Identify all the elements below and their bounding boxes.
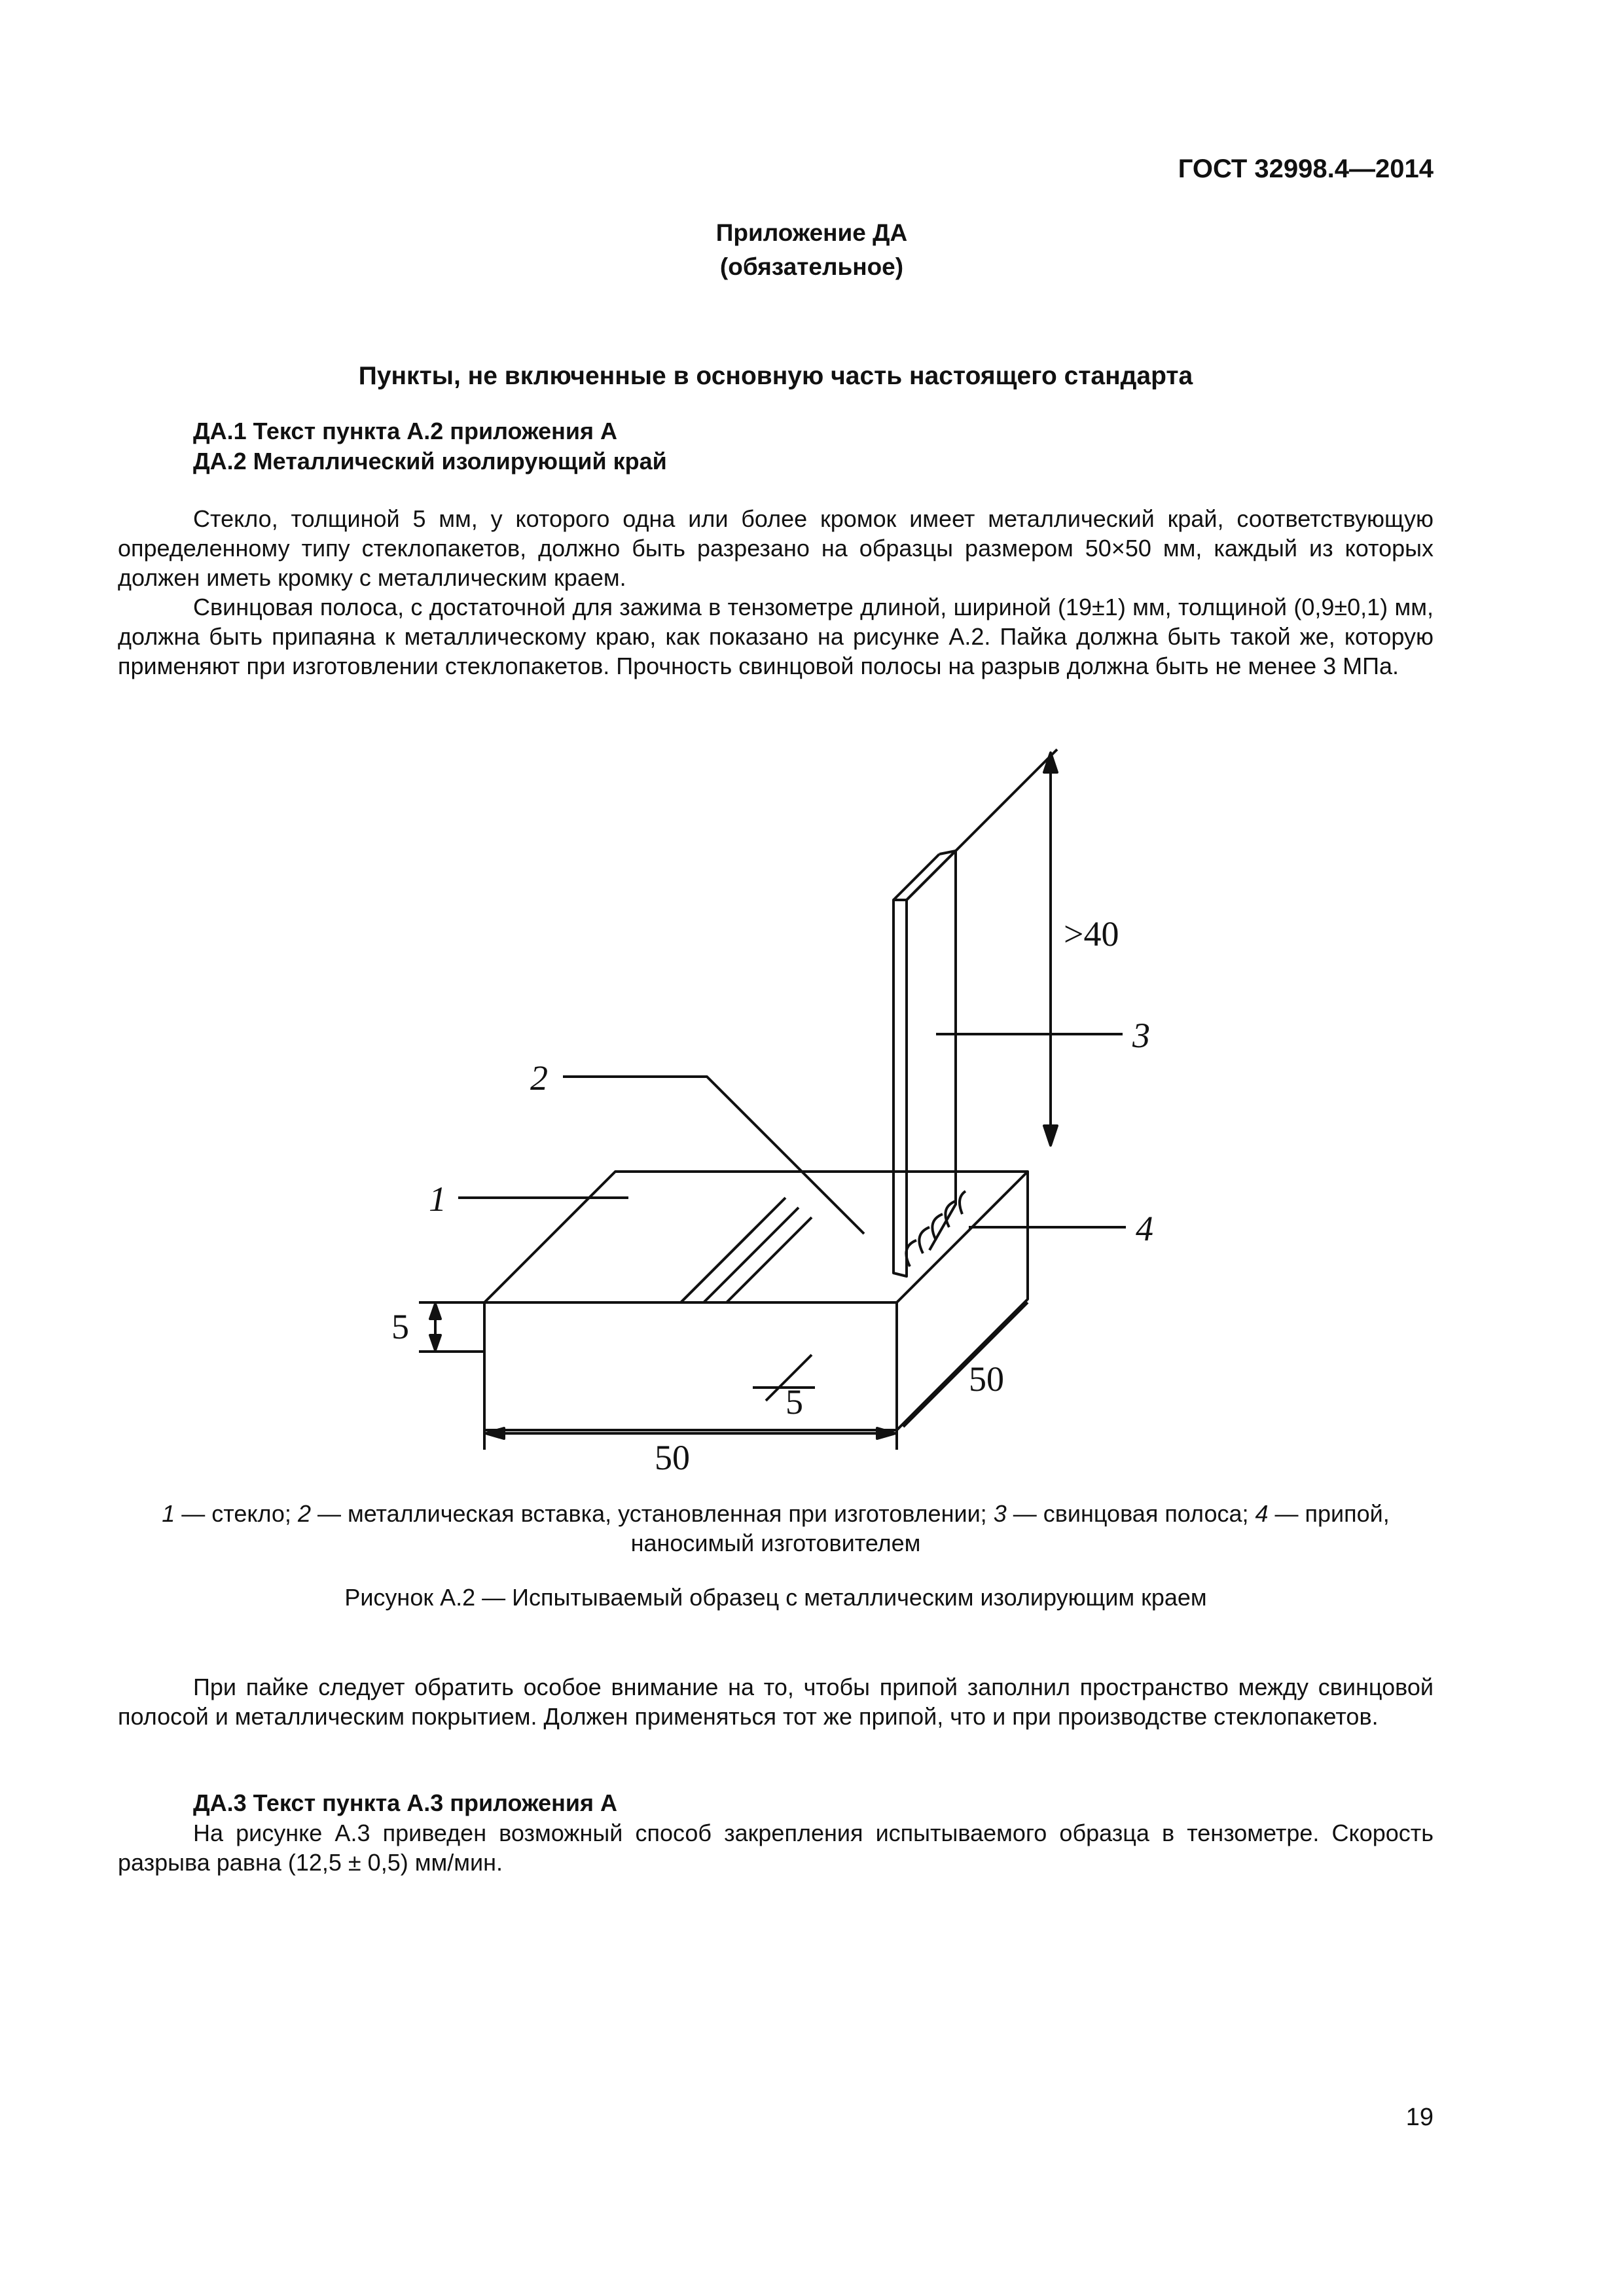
legend-text-3: — свинцовая полоса; [1006, 1500, 1255, 1527]
paragraph-lead-strip: Свинцовая полоса, с достаточной для зажима в тензометре длиной, шириной (19±1) мм, толщиной (0,9±0,1) мм, должна быть припаяна к металлическому краю, как показано на рисунке А.2. Пайка должна быть такой же, которую применяют при изготовлении стеклопакетов. Прочность свинцовой полосы на разрыв должна быть не менее 3 МПа. [118, 594, 1434, 679]
legend-text-1: — стекло; [175, 1500, 298, 1527]
leader-2 [563, 1077, 864, 1234]
figure-test-specimen [367, 733, 1218, 1473]
glass-plate-side-top-edge [897, 1172, 1028, 1302]
dim-height-extension-top [907, 749, 1057, 900]
callout-3: 3 [1132, 1016, 1150, 1055]
metal-insert-line-c [727, 1217, 812, 1302]
legend-num-2: 2 [297, 1500, 311, 1527]
paragraph-glass-samples: Стекло, толщиной 5 мм, у которого одна или более кромок имеет металлический край, соответствующую определенному типу стеклопакетов, должно быть разрезано на образцы размером 50×50 мм, каждый из которых должен иметь кромку с металлическим краем. [118, 505, 1434, 591]
metal-insert-line-b [704, 1208, 799, 1302]
dim-depth-label: 50 [969, 1359, 1004, 1399]
dim-depth-line [903, 1302, 1028, 1427]
callout-1: 1 [429, 1179, 446, 1219]
section-da3-heading: ДА.3 Текст пункта А.3 приложения А [193, 1789, 618, 1816]
callout-2: 2 [530, 1058, 548, 1098]
section-da1-heading: ДА.1 Текст пункта А.2 приложения А [193, 418, 618, 444]
dim-insert-label: 5 [785, 1382, 803, 1422]
lead-strip-right [929, 851, 956, 1250]
legend-num-1: 1 [162, 1500, 175, 1527]
dim-height-arrow-bottom [1044, 1126, 1057, 1145]
annex-title: Приложение ДА [715, 219, 908, 246]
annex-header [550, 216, 1074, 284]
legend-num-3: 3 [993, 1500, 1007, 1527]
legend-text-4: — припой, наносимый изготовителем [630, 1500, 1390, 1556]
dim-width-label: 50 [655, 1438, 690, 1473]
figure-legend [118, 1499, 1434, 1558]
dim-height-arrow-top [1044, 753, 1057, 772]
dim-insert-ext-a [681, 1230, 753, 1302]
figure-caption: Рисунок А.2 — Испытываемый образец с металлическим изолирующим краем [344, 1584, 1207, 1611]
standard-number: ГОСТ 32998.4—2014 [1178, 154, 1434, 183]
paragraph-soldering: При пайке следует обратить особое внимание на то, чтобы припой заполнил пространство между свинцовой полосой и металлическим покрытием. Должен применяться тот же припой, что и при производстве стеклопакетов. [118, 1674, 1434, 1730]
paragraph-tensometer: На рисунке А.3 приведен возможный способ закрепления испытываемого образца в тензометре. Скорость разрыва равна (12,5 ± 0,5) мм/мин. [118, 1820, 1434, 1876]
dim-thickness-arrow-bottom [430, 1335, 441, 1350]
lead-strip-edge-front [893, 854, 939, 900]
section-da2-heading: ДА.2 Металлический изолирующий край [193, 448, 667, 475]
dim-thickness-arrow-top [430, 1304, 441, 1319]
legend-num-4: 4 [1255, 1500, 1269, 1527]
annex-status: (обязательное) [719, 253, 904, 280]
page-number: 19 [1405, 2104, 1434, 2131]
dim-height-label: >40 [1064, 914, 1119, 954]
lead-strip-face [893, 900, 907, 1276]
callout-4: 4 [1136, 1209, 1153, 1248]
legend-text-2: — металлическая вставка, установленная при изготовлении; [310, 1500, 994, 1527]
annex-heading: Пункты, не включенные в основную часть настоящего стандарта [358, 362, 1193, 390]
dim-thickness-label: 5 [391, 1307, 409, 1346]
